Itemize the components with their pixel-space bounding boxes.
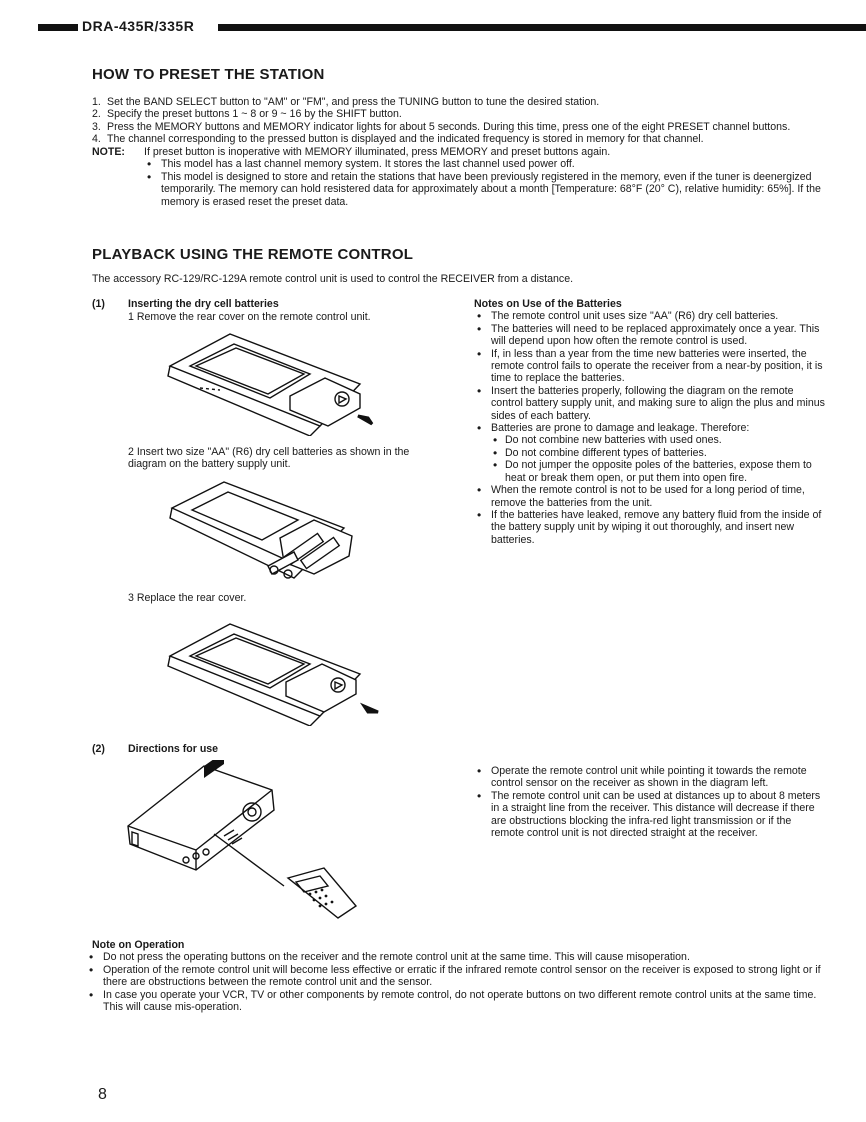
list-item: • When the remote control is not to be used for a long period of time, remove the batteries from the unit. <box>474 484 826 509</box>
list-item: • The remote control unit uses size "AA" (R6) dry cell batteries. <box>474 310 826 322</box>
note-bullets <box>144 158 832 208</box>
page-number: 8 <box>98 1086 107 1103</box>
battery-notes <box>474 298 826 546</box>
section-1-header: (1) Inserting the dry cell batteries <box>92 298 279 310</box>
operation-note-title: Note on Operation <box>92 939 185 951</box>
battery-notes-list <box>474 310 826 546</box>
remote-intro: The accessory RC-129/RC-129A remote control unit is used to control the RECEIVER from a distance. <box>92 273 574 285</box>
section-2-title: Directions for use <box>128 743 219 755</box>
list-item: • Batteries are prone to damage and leakage. Therefore: • Do not combine new batteries with used ones. • Do not combine different types of batteries. • Do not jumper the opposite poles of the batteries, expose them to heat or break them open, or put them into open fire. <box>474 422 826 484</box>
preset-heading: HOW TO PRESET THE STATION <box>92 66 325 83</box>
receiver-illustration <box>124 760 374 925</box>
list-item: • Do not press the operating buttons on the receiver and the remote control unit at the same time. This will cause misoperation. <box>86 951 832 963</box>
directions-list-container <box>474 765 826 839</box>
preset-step: 2. Specify the preset buttons 1 ~ 8 or 9 ~ 16 by the SHIFT button. <box>92 108 402 121</box>
figure-replace-cover <box>160 616 390 726</box>
operation-note <box>92 939 832 1013</box>
note-label: NOTE: <box>92 146 125 158</box>
model-title: DRA-435R/335R <box>78 18 198 34</box>
remote-batteries-illustration <box>164 478 364 583</box>
list-item: • The remote control unit can be used at distances up to about 8 meters in a straight line from the receiver. This distance will decrease if there are obstructions blocking the infra-red light transmission or if the remote control unit is not directed straight at the receiver. <box>474 790 826 840</box>
battery-step-1: 1 Remove the rear cover on the remote control unit. <box>128 311 371 323</box>
figure-insert-batteries <box>164 478 364 583</box>
list-item: • Insert the batteries properly, following the diagram on the remote control battery supply unit, and making sure to align the plus and minus sides of each battery. <box>474 385 826 422</box>
list-item: • The batteries will need to be replaced approximately once a year. This will depend upon how often the remote control is used. <box>474 323 826 348</box>
preset-step: 1. Set the BAND SELECT button to "AM" or "FM", and press the TUNING button to tune the desired station. <box>92 96 600 108</box>
operation-note-list <box>86 951 832 1013</box>
preset-step: 4. The channel corresponding to the pressed button is displayed and the indicated frequency is stored in memory for that channel. <box>92 133 704 146</box>
header-bar-right <box>218 24 866 31</box>
figure-remove-cover <box>160 326 390 436</box>
remote-cover-open-illustration <box>160 326 390 436</box>
battery-notes-title: Notes on Use of the Batteries <box>474 298 622 310</box>
list-item: • If, in less than a year from the time new batteries were inserted, the remote control fails to operate the receiver from a near-by position, it is time to replace the batteries. <box>474 348 826 385</box>
note-bullet: • This model is designed to store and retain the stations that have been previously registered in the memory, even if the tuner is deenergized temporarily. The memory can hold resistered data for approximately about a month [Temperature: 68°F (20° C), relative humidity: 65%]. If the memory is erased reset the preset data. <box>144 171 832 208</box>
list-item: • Do not combine new batteries with used ones. <box>491 434 826 446</box>
figure-receiver-remote <box>124 760 374 925</box>
preset-steps <box>92 96 832 146</box>
note-bullet: • This model has a last channel memory system. It stores the last channel used power off. <box>144 158 832 170</box>
list-item: • Operation of the remote control unit will become less effective or erratic if the infrared remote control sensor on the receiver is exposed to strong light or if there are obstructions between the remote control unit and the sensor. <box>86 964 832 989</box>
battery-step-2: 2 Insert two size "AA" (R6) dry cell batteries as shown in the diagram on the battery supply unit. <box>128 446 410 471</box>
list-item: • In case you operate your VCR, TV or other components by remote control, do not operate buttons on two different remote control units at the same time. This will cause mis-operation. <box>86 989 832 1014</box>
section-2-header: (2) Directions for use <box>92 743 219 755</box>
header-bar-left <box>38 24 78 31</box>
list-item: • If the batteries have leaked, remove any battery fluid from the inside of the battery supply unit by wiping it out thoroughly, and insert new batteries. <box>474 509 826 546</box>
list-item: • Do not jumper the opposite poles of the batteries, expose them to heat or break them open, or put them into open fire. <box>491 459 826 484</box>
remote-heading: PLAYBACK USING THE REMOTE CONTROL <box>92 246 414 263</box>
list-item: • Operate the remote control unit while pointing it towards the remote control sensor on the receiver as shown in the diagram left. <box>474 765 826 790</box>
battery-sub-list <box>491 434 826 484</box>
note-text: If preset button is inoperative with MEMORY illuminated, press MEMORY and preset buttons again. <box>144 146 611 158</box>
preset-step: 3. Press the MEMORY buttons and MEMORY indicator lights for about 5 seconds. During this time, press one of the eight PRESET channel buttons. <box>92 120 791 133</box>
battery-step-3: 3 Replace the rear cover. <box>128 592 247 604</box>
list-item: • Do not combine different types of batteries. <box>491 447 826 459</box>
remote-cover-close-illustration <box>160 616 390 726</box>
preset-note <box>92 146 832 208</box>
section-1-title: Inserting the dry cell batteries <box>128 298 279 310</box>
directions-list <box>474 765 826 839</box>
